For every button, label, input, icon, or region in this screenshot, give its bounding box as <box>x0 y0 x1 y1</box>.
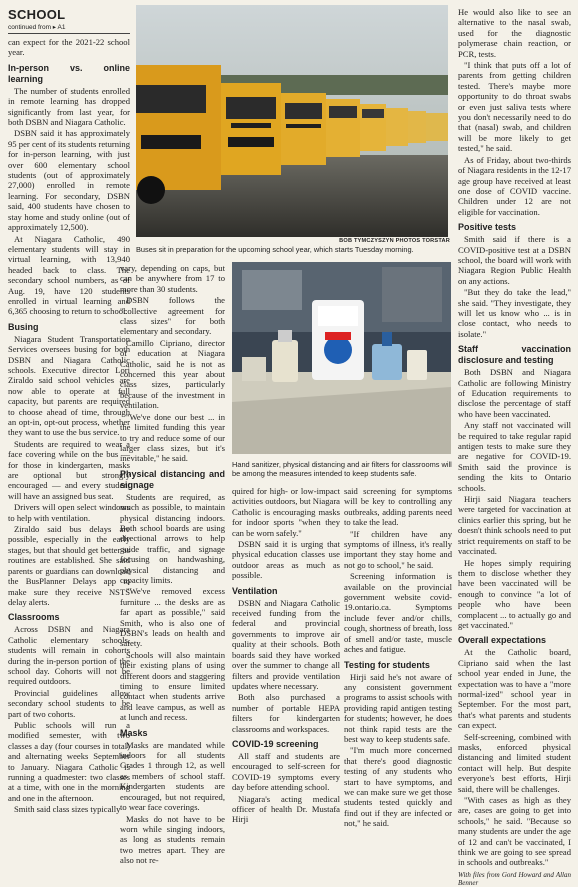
paragraph: Hirji said he's not aware of any consistent government programs to assist schools with providing rapid antigen testing for students; however, he does not think rapid tests are the best way to keep students safe. <box>344 671 452 744</box>
subheading: Masks <box>120 727 148 738</box>
subheading: In-person vs. online learning <box>8 62 130 84</box>
paragraph: "I'm much more concerned that there's good diagnostic testing of any students who start to have symptoms, and we can make sure we get those students tested quickly and find out if they are infected or not," he said. <box>344 745 452 829</box>
paragraph: Smith said class sizes typically <box>14 804 121 815</box>
classroom-image <box>232 262 451 454</box>
paragraph: Masks are mandated while indoors for all students Grades 1 through 12, as well as members of school staff. Kindergarten students are encouraged, but not required, to wear face coverings. <box>120 739 225 813</box>
subheading: Overall expectations <box>458 635 547 646</box>
paragraph: Public schools will run a modified semester, with two classes a day (four courses in total) and alternating weeks September to January. Niagara Catholic is running a quadmester: two classes at a time, with one in the morning and one in the afternoon. <box>8 719 130 803</box>
paragraph: Drivers will open select windows to help with ventilation. <box>8 502 130 523</box>
section-rule <box>8 33 130 34</box>
paragraph: All staff and students are encouraged to self-screen for COVID-19 symptoms every day before attending school. <box>232 750 340 793</box>
contributor-note: With files from Gord Howard and Allan Benner <box>458 870 571 887</box>
article-column-5 <box>458 7 571 887</box>
subheading: Ventilation <box>232 585 278 596</box>
paragraph: Students are required, as much as possible, to maintain physical distancing indoors. Both school boards are using directional arrows to help guide traffic, and signage focusing on handwashing, physical distancing and capacity limits. <box>120 491 225 585</box>
paragraph: "We've done our best ... in the limited funding this year to try and reduce some of our larger class sizes, but it's inevitable," he said. <box>120 411 225 464</box>
paragraph: "But they do take the lead," she said. "They investigate, they will let us know who ... is in close contact, who needs to isolate." <box>458 287 571 339</box>
paragraph: As of Friday, about two-thirds of Niagara residents in the 12-17 age group have received at least one dose of COVID vaccine. Children under 12 are not eligible for vaccination. <box>458 154 571 217</box>
paragraph: said screening for symptoms will be key to controlling any outbreaks, adding parents need to take the lead. <box>344 486 452 528</box>
paragraph: Both DSBN and Niagara Catholic are following Ministry of Education requirements to disclose the percentage of staff who have been vaccinated. <box>458 367 571 419</box>
paragraph: Ziraldo said bus delays are possible, especially in the early stages, but that should get better as routines are established. She said parents or guardians can download the BusPlanner Delays app to make sure they receive NSTS delay alerts. <box>8 524 130 607</box>
paragraph: Provincial guidelines allow secondary school students to be part of two cohorts. <box>8 687 130 719</box>
paragraph: At the Catholic board, Cipriano said when the last school year ended in June, the expectation was to have a "more normal-ized" school year in September. For the most part, that's what parents and students can expect. <box>458 647 571 731</box>
section-label: SCHOOL <box>8 7 66 22</box>
paragraph: DSBN said it has approximately 95 per cent of its students returning for in-person learning, with just over 600 elementary school students (out of approximately 27,000) enrolled in remote learning. For secondary, DSBN said, 400 students have chosen to stay home and study online (out of approximately 12,500). <box>8 128 130 233</box>
paragraph: He would also like to see an alternative to the nasal swab, used for the diagnostic polymerase chain reaction, or PCR, tests. <box>458 7 571 59</box>
paragraph: Screening information is available on the provincial government website covid-19.ontario.ca. Symptoms include fever and/or chills, cough, shortness of breath, loss of smell and/or taste, muscle aches and fatigue. <box>344 571 452 655</box>
article-column-3 <box>232 486 340 825</box>
subheading: COVID-19 screening <box>232 738 319 749</box>
paragraph: Self-screening, combined with masks, enforced physical distancing and limited student contact will help. But despite everyone's best efforts, Hirji said, there will be challenges. <box>458 731 571 794</box>
paragraph: DSBN follows the "collective agreement for class sizes" for both elementary and secondary. <box>120 295 225 337</box>
subheading: Busing <box>8 321 39 332</box>
paragraph: Niagara's acting medical officer of health Dr. Mustafa Hirji <box>232 793 340 825</box>
paragraph: At Niagara Catholic, 490 elementary students will stay in virtual learning, with 13,940 headed back to class. The secondary school numbers, as of Aug. 19, have 120 students enrolled in virtual learning and 6,365 choosing to return to school. <box>8 233 130 317</box>
paragraph: He hopes simply requiring them to disclose whether they have been vaccinated will be enough to convince "a lot of people who have been complacent ... to actually go and get vaccinated." <box>458 557 571 630</box>
subheading: Testing for students <box>344 659 430 670</box>
article-column-1 <box>8 37 130 815</box>
subheading: Positive tests <box>458 222 517 233</box>
article-column-2 <box>120 263 225 866</box>
paragraph: Any staff not vaccinated will be required to take regular rapid antigen tests to make sure they are negative for COVID-19. Smith said the province is sending the kits to Ontario schools. <box>458 420 571 493</box>
paragraph: "If children have any symptoms of illness, it's really important they stay home and not go to school," he said. <box>344 528 452 570</box>
article-column-4 <box>344 486 452 829</box>
paragraph: Niagara Student Transportation Services oversees busing for both DSBN and Niagara Catholic schools. Executive director Lori Ziraldo said school vehicles are now able to operate at full capacity, but parents are required to choose ahead of time, through an opt-in, opt-out process, whether they want to use the bus service. <box>8 333 130 438</box>
photo-caption: Hand sanitizer, physical distancing and air filters for classrooms will be among the measures intended to keep students safe. <box>232 460 452 478</box>
paragraph: quired for high- or low-impact activities outdoors, but Niagara Catholic is encouraging masks for indoor sports "when they can be worn safely." <box>232 486 340 538</box>
paragraph: The number of students enrolled in remote learning has dropped significantly from last year, for both DSBN and Niagara Catholic. <box>8 85 130 128</box>
paragraph: Camillo Cipriano, director of education at Niagara Catholic, said he is not as concerned this year about class sizes, particularly because of the investment in ventilation. <box>120 337 225 411</box>
paragraph: Schools will also maintain their existing plans of using different doors and staggering timing to ensure limited contact when students arrive and leave campus, as well as at lunch and recess. <box>120 649 225 723</box>
paragraph: DSBN and Niagara Catholic received funding from the federal and provincial governments to improve air quality at their schools. Both boards said they have worked over the summer to change all filters and provide ventilation updates where necessary. <box>232 597 340 691</box>
paragraph: Across DSBN and Niagara Catholic elementary schools, students will remain in cohorts during the in-person portion of the school day. Cohorts will not be required outdoors. <box>8 624 130 687</box>
classroom-photo <box>232 262 451 454</box>
school-buses-photo <box>136 5 448 237</box>
paragraph: "With cases as high as they are, cases are going to get into schools," he said. "Because so many students are under the age of 12 and can't be vaccinated, I think we are going to see spread in schools and outbreaks." <box>458 795 571 868</box>
paragraph: can expect for the 2021-22 school year. <box>8 37 130 58</box>
paragraph: Students are required to wear a face covering while on the bus — for those in kindergarten, masks are optional but strongly encouraged — and every student will have an assigned bus seat. <box>8 438 130 501</box>
photo-credit: BOB TYMCZYSZYN PHOTOS TORSTAR <box>339 238 450 244</box>
subheading: Classrooms <box>8 612 60 623</box>
paragraph: Smith said if there is a COVID-positive test at a DSBN school, the board will work with Niagara Region Public Health on any actions. <box>458 234 571 286</box>
continued-line: continued from ▸ A1 <box>8 24 66 31</box>
paragraph: DSBN said it is urging that physical education classes use outdoor areas as much as possible. <box>232 539 340 581</box>
photo-caption: Buses sit in preparation for the upcoming school year, which starts Tuesday morning. <box>136 245 414 254</box>
school-buses-image <box>136 5 448 237</box>
paragraph: "I think that puts off a lot of parents from getting children tested. There's maybe more opportunity to do throat swabs or even just saliva tests where you don't necessarily need to do that (nasal) swab, and children will be more likely to get tested," he said. <box>458 60 571 154</box>
paragraph: "We've removed excess furniture ... the desks are as far apart as possible," said Smith, who is also one of DSBN's leads on health and safety. <box>120 586 225 649</box>
subheading: Physical distancing and signage <box>120 468 225 490</box>
paragraph: Both also purchased a number of portable HEPA filters for kindergarten classrooms and workspaces. <box>232 692 340 734</box>
paragraph: vary, depending on caps, but can be anywhere from 17 to more than 30 students. <box>120 263 225 294</box>
paragraph: Masks do not have to be worn while singing indoors, as long as students remain two metres apart. They are also not re- <box>120 813 225 866</box>
paragraph: Hirji said Niagara teachers were targeted for vaccination at clinics earlier this spring, but he doesn't think schools need to put strict requirements on staff to be vaccinated. <box>458 494 571 557</box>
subheading: Staff vaccination disclosure and testing <box>458 344 571 366</box>
